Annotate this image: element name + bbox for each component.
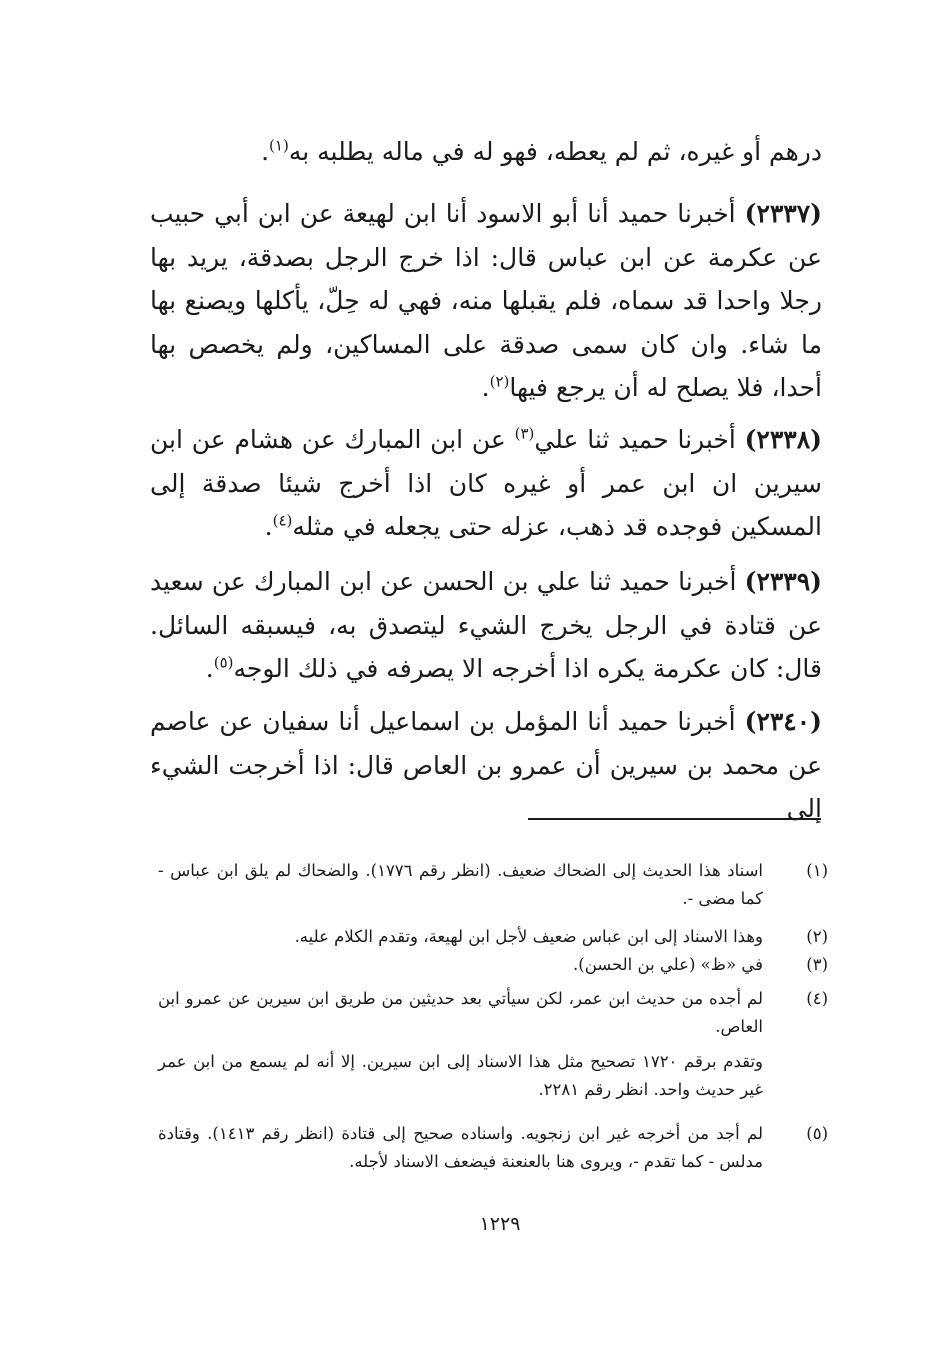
footnote-number: (٥) xyxy=(806,1124,828,1143)
footnote-ref: (٥) xyxy=(213,653,234,672)
hadith-2337 xyxy=(150,192,822,410)
footnote-text: اسناد هذا الحديث إلى الضحاك ضعيف. (انظر رقم ١٧٧٦). والضحاك لم يلق ابن عباس - كما مضى -. xyxy=(158,861,764,908)
hadith-2338 xyxy=(150,418,822,549)
hadith-text: أخبرنا حميد ثنا علي xyxy=(534,425,736,454)
paragraph-end: . xyxy=(264,512,273,541)
hadith-text: أخبرنا حميد ثنا علي بن الحسن عن ابن المبارك عن سعيد عن قتادة في الرجل يخرج الشيء ليتصدق به، فيسبقه السائل. قال: كان عكرمة يكره اذا أخرجه الا يصرفه في ذلك الوجه xyxy=(150,567,822,683)
page-number: ١٢٢٩ xyxy=(479,1213,521,1235)
hadith-2339 xyxy=(150,560,822,691)
footnote-4-continued xyxy=(158,1048,828,1103)
footnote-ref: (٣) xyxy=(514,424,535,443)
footnote-text: لم أجد من أخرجه غير ابن زنجويه. واسناده صحيح إلى قتادة (انظر رقم ١٤١٣). وقتادة مدلس - كما تقدم -، ويروى هنا بالعنعنة فيضعف الاسناد لأجله. xyxy=(158,1124,764,1171)
footnote-5 xyxy=(158,1120,828,1175)
footnote-ref: (٢) xyxy=(489,372,510,391)
paragraph-end: . xyxy=(205,654,214,683)
paragraph-end: . xyxy=(481,373,490,402)
footnote-text: وتقدم برقم ١٧٢٠ تصحيح مثل هذا الاسناد إلى ابن سيرين. إلا أنه لم يسمع من ابن عمر غير حديث واحد. انظر رقم ٢٢٨١. xyxy=(158,1052,764,1099)
hadith-number: (٢٣٣٧) xyxy=(744,199,822,228)
footnote-text: في «ظ» (علي بن الحسن). xyxy=(573,955,763,974)
paragraph-end: . xyxy=(261,137,270,166)
footnote-number: (٤) xyxy=(806,989,828,1008)
paragraph-continuation xyxy=(150,130,822,174)
hadith-number: (٢٣٣٨) xyxy=(744,425,822,454)
footnote-text: لم أجده من حديث ابن عمر، لكن سيأتي بعد حديثين من طريق ابن سيرين عن عمرو ابن العاص. xyxy=(158,989,763,1036)
footnote-4 xyxy=(158,985,828,1040)
footnote-ref: (١) xyxy=(269,136,289,155)
footnote-2 xyxy=(158,923,828,951)
hadith-text-cont: عن ابن المبارك عن هشام عن ابن سيرين ان ابن عمر أو غيره كان اذا أخرج شيئا صدقة إلى المسكين فوجده قد ذهب، عزله حتى يجعله في مثله xyxy=(150,425,822,541)
hadith-text: أخبرنا حميد أنا المؤمل بن اسماعيل أنا سفيان عن عاصم عن محمد بن سيرين أن عمرو بن العاص قال: اذا أخرجت الشيء إلى xyxy=(150,707,822,823)
hadith-number: (٢٣٣٩) xyxy=(744,567,822,596)
footnote-3 xyxy=(158,951,828,979)
paragraph-text: درهم أو غيره، ثم لم يعطه، فهو له في ماله يطلبه به xyxy=(288,137,822,166)
hadith-text: أخبرنا حميد أنا أبو الاسود أنا ابن لهيعة عن ابن أبي حبيب عن عكرمة عن ابن عباس قال: اذا خرج الرجل بصدقة، يريد بها رجلا واحدا قد سماه، فلم يقبلها منه، فهي له حِلّ، يأكلها ويصنع بها ما شاء. وان كان سمى صدقة على المساكين، ولم يخصص بها أحدا، فلا يصلح له أن يرجع فيها xyxy=(150,199,822,402)
hadith-number: (٢٣٤٠) xyxy=(744,707,823,736)
footnote-1 xyxy=(158,857,828,912)
footnote-text: وهذا الاسناد إلى ابن عباس ضعيف لأجل ابن لهيعة، وتقدم الكلام عليه. xyxy=(294,927,763,946)
hadith-2340 xyxy=(150,700,822,831)
footnote-divider xyxy=(528,818,821,820)
footnote-ref: (٤) xyxy=(272,511,293,530)
footnote-number: (٢) xyxy=(806,927,828,946)
footnote-number: (٣) xyxy=(806,955,828,974)
footnote-number: (١) xyxy=(806,861,828,880)
